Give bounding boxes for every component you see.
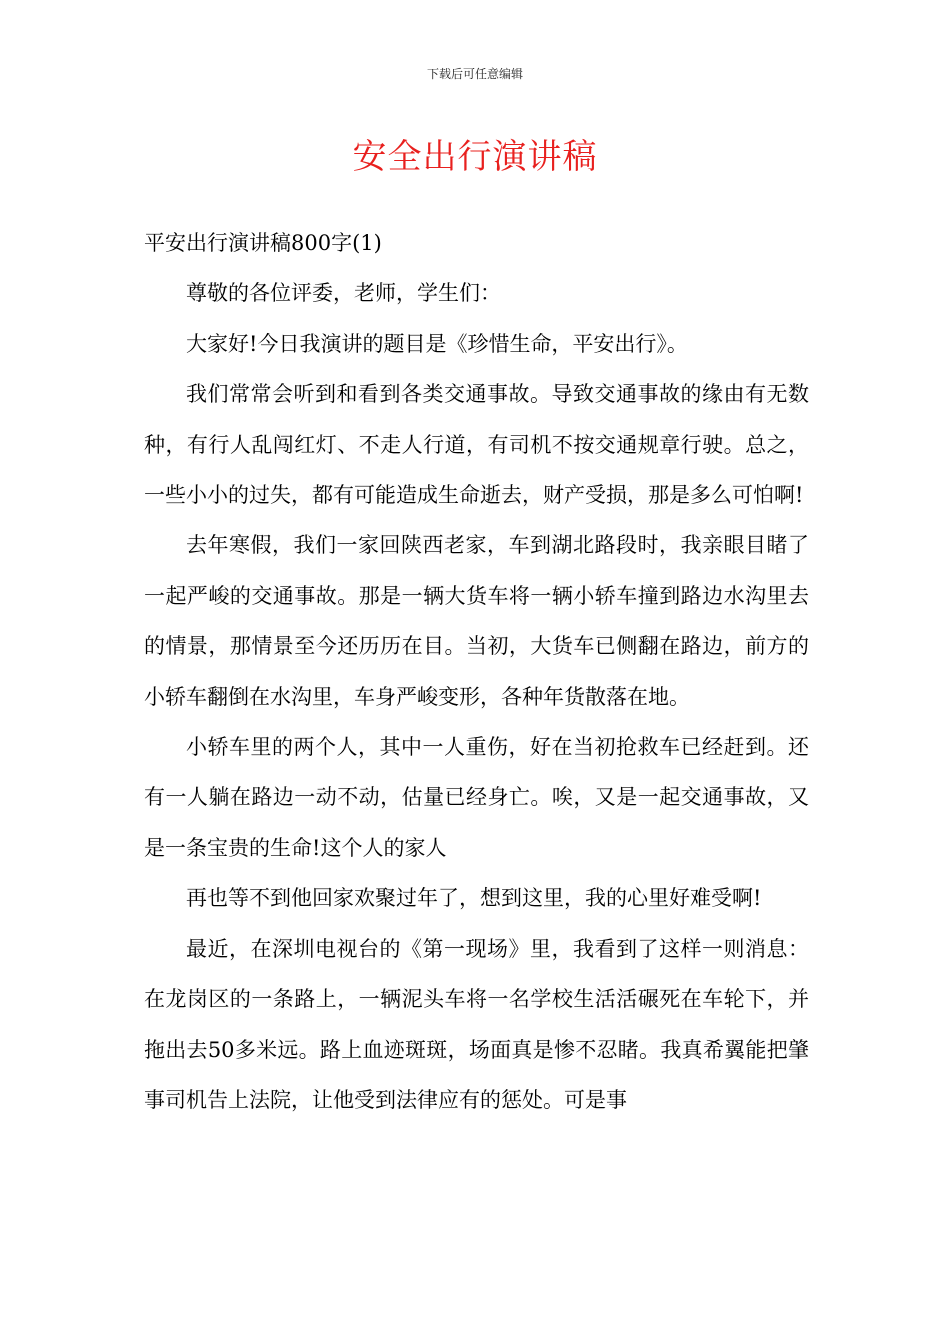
document-title: 安全出行演讲稿 (352, 137, 598, 177)
paragraph-greeting: 尊敬的各位评委，老师，学生们： (186, 281, 501, 306)
paragraph: 再也等不到他回家欢聚过年了，想到这里，我的心里好难受啊! (186, 886, 762, 911)
paragraph: 最近，在深圳电视台的《第一现场》里，我看到了这样一则消息：在龙岗区的一条路上，一辆泥头车将一名学校生活活碾死在车轮下，并拖出去50多米远。路上血迹斑斑，场面真是惨不忍睹。我真希翼能把肇事司机告上法院，让他受到法律应有的惩处。可是事 (144, 936, 809, 1112)
document-subtitle: 平安出行演讲稿800字(1) (144, 231, 382, 255)
paragraph: 小轿车里的两个人，其中一人重伤，好在当初抢救车已经赶到。还有一人躺在路边一动不动，估量已经身亡。唉，又是一起交通事故，又是一条宝贵的生命!这个人的家人 (144, 735, 809, 860)
document-body (144, 218, 809, 1125)
paragraph: 我们常常会听到和看到各类交通事故。导致交通事故的缘由有无数种，有行人乱闯红灯、不走人行道，有司机不按交通规章行驶。总之，一些小小的过失，都有可能造成生命逝去，财产受损，那是多么可怕啊! (144, 382, 809, 508)
paragraph-intro: 大家好!今日我演讲的题目是《珍惜生命，平安出行》。 (186, 331, 688, 356)
header-note: 下载后可任意编辑 (426, 67, 523, 81)
paragraph: 去年寒假，我们一家回陕西老家，车到湖北路段时，我亲眼目睹了一起严峻的交通事故。那是一辆大货车将一辆小轿车撞到路边水沟里去的情景，那情景至今还历历在目。当初，大货车已侧翻在路边，前方的小轿车翻倒在水沟里，车身严峻变形，各种年货散落在地。 (144, 533, 809, 709)
